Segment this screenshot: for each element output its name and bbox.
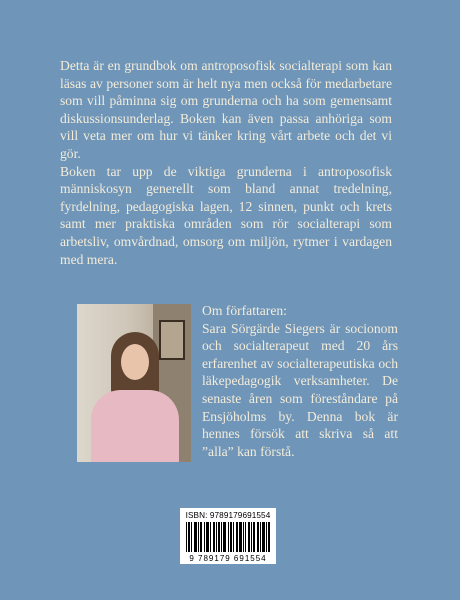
barcode-bar [223,522,224,552]
author-section [202,302,398,460]
barcode-bar [196,522,197,552]
barcode-bar [219,522,220,552]
back-cover-blurb [60,57,392,268]
photo-face [121,344,149,380]
barcode-bar [208,522,209,552]
barcode-bar [262,522,263,552]
barcode-bar [231,522,232,552]
barcode-bar [200,522,201,552]
barcode-bar [258,522,259,552]
barcode-bar [249,522,250,552]
barcode-bar [216,522,217,552]
barcode-bar [228,522,229,552]
barcode-bar [268,522,269,552]
barcode-bar [245,522,246,552]
barcode-bar [206,522,207,552]
barcode-bar [251,522,252,552]
barcode-bar [263,522,264,552]
barcode-bar [239,522,240,552]
photo-picture-frame [159,320,185,360]
barcode-bar [243,522,244,552]
barcode-bar [214,522,215,552]
barcode-bar [240,522,241,552]
barcode-bar [248,522,249,552]
barcode-bar [201,522,202,552]
barcode-bar [233,522,234,552]
barcode-bar [230,522,231,552]
barcode-bar [257,522,258,552]
blurb-paragraph-1: Detta är en grundbok om antroposofisk socialterapi som kan läsas av personer som är helt nya men också för medarbetare som vill påminna sig om grunderna och ha som gemensamt diskussionsunderlag. Boken kan även passa anhöriga som vill veta mer om hur vi tänker kring vårt arbete och det vi gör. [60,58,392,161]
barcode-bar [224,522,225,552]
author-bio: Sara Sörgärde Siegers är socionom och socialterapeut med 20 års erfarenhet av socialterapeutiska och läkepedagogik verksamheter. De senaste åren som föreståndare på Ensjöholms by. Denna bok är hennes försök att skriva så att ”alla” kan förstå. [202,320,398,459]
barcode-bar [210,522,211,552]
author-photo [77,304,191,462]
barcode-bar [195,522,196,552]
barcode-bar [194,522,195,552]
barcode-bars [186,522,270,552]
barcode-bar [218,522,219,552]
barcode-bar [264,522,265,552]
barcode-bar [254,522,255,552]
barcode-bar [221,522,222,552]
barcode-bar [204,522,205,552]
photo-sweater [91,390,179,462]
barcode-bar [236,522,237,552]
barcode-bar [189,522,190,552]
barcode-bar [260,522,261,552]
isbn-barcode [180,508,276,564]
barcode-bar [188,522,189,552]
barcode-bar [198,522,199,552]
isbn-label: ISBN: 9789179691554 [185,511,271,520]
barcode-bar [186,522,187,552]
barcode-bar [269,522,270,552]
barcode-bar [237,522,238,552]
barcode-bar [241,522,242,552]
barcode-bar [266,522,267,552]
barcode-bar [191,522,192,552]
blurb-paragraph-2: Boken tar upp de viktiga grunderna i antroposofisk människosyn generellt som bland annat tredelning, fyrdelning, pedagogiska lagen, 12 sinnen, punkt och krets samt mer praktiska områden som rör socialterapi som arbetsliv, omvårdnad, omsorg om miljön, rytmer i vardagen med mera. [60,163,392,267]
barcode-bar [207,522,208,552]
barcode-digits: 9 789179 691554 [189,554,267,563]
author-heading: Om författaren: [202,303,287,318]
barcode-bar [253,522,254,552]
barcode-bar [213,522,214,552]
barcode-bar [225,522,226,552]
